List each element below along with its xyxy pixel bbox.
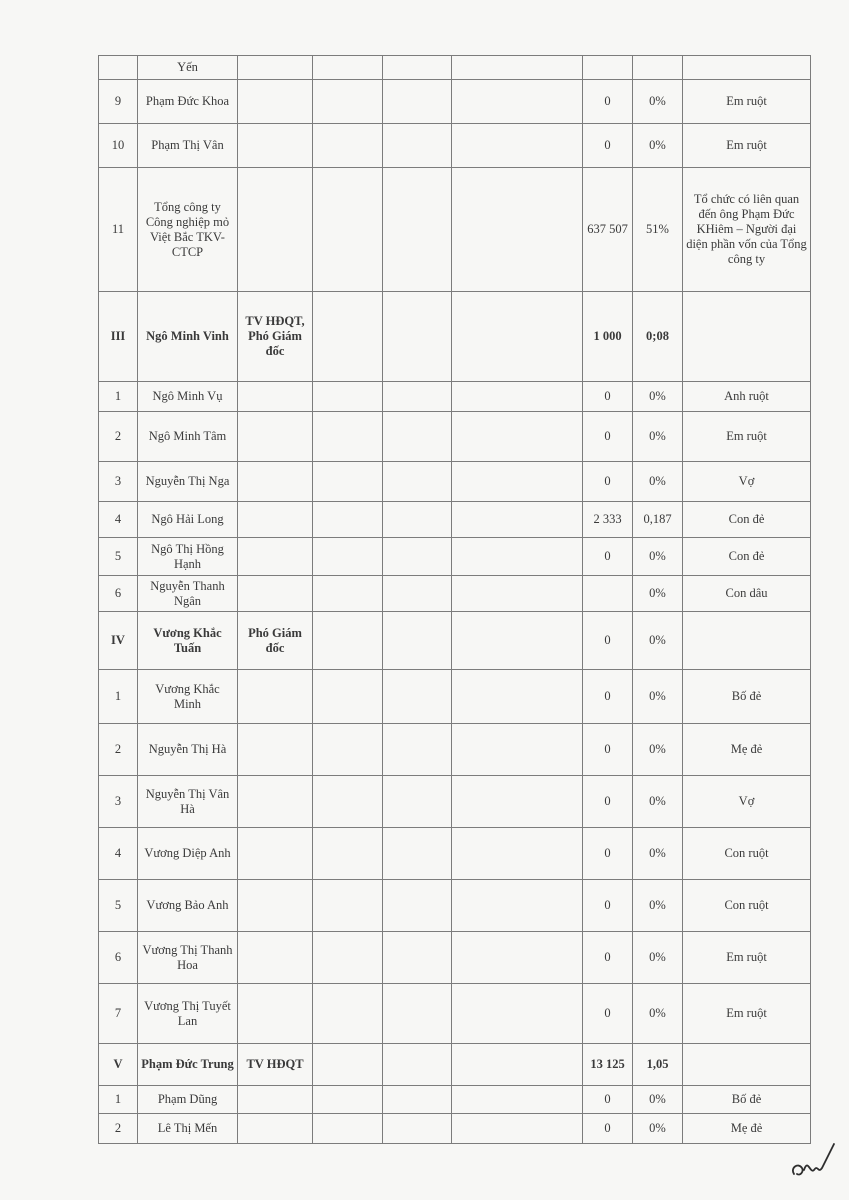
position-cell [238,168,313,292]
shares-cell: 0 [583,612,633,670]
position-cell: Phó Giám đốc [238,612,313,670]
relation-cell: Con đẻ [683,538,811,576]
table-row [99,462,811,502]
percent-cell: 0% [633,880,683,932]
shares-cell: 2 333 [583,502,633,538]
shares-cell: 0 [583,880,633,932]
position-cell [238,1086,313,1114]
row-number: 9 [99,80,138,124]
table-row [99,56,811,80]
person-name: Tổng công ty Công nghiệp mỏ Việt Bắc TKV-CTCP [138,168,238,292]
relation-cell: Tổ chức có liên quan đến ông Phạm Đức KHiêm – Người đại diện phần vốn của Tổng công ty [683,168,811,292]
row-number: 6 [99,932,138,984]
relation-cell [683,612,811,670]
person-name: Phạm Đức Trung [138,1044,238,1086]
relation-cell: Vợ [683,776,811,828]
person-name: Nguyễn Thị Hà [138,724,238,776]
shares-cell: 637 507 [583,168,633,292]
relation-cell: Em ruột [683,412,811,462]
position-cell [238,670,313,724]
table-row [99,538,811,576]
row-number: 5 [99,538,138,576]
relation-cell [683,56,811,80]
person-name: Phạm Dũng [138,1086,238,1114]
row-number: 5 [99,880,138,932]
row-number: 2 [99,724,138,776]
table-row [99,124,811,168]
position-cell [238,538,313,576]
person-name: Ngô Minh Vinh [138,292,238,382]
shares-cell: 0 [583,80,633,124]
position-cell: TV HĐQT [238,1044,313,1086]
table-row [99,1086,811,1114]
person-name: Nguyễn Thị Vân Hà [138,776,238,828]
position-cell [238,724,313,776]
shares-cell [583,56,633,80]
percent-cell: 1,05 [633,1044,683,1086]
person-name: Vương Thị Thanh Hoa [138,932,238,984]
table-row [99,776,811,828]
row-number: 2 [99,412,138,462]
relation-cell: Anh ruột [683,382,811,412]
shares-cell: 0 [583,124,633,168]
table-row [99,984,811,1044]
relation-cell: Con ruột [683,828,811,880]
percent-cell: 0% [633,670,683,724]
position-cell [238,828,313,880]
shares-cell: 0 [583,670,633,724]
person-name: Vương Khắc Minh [138,670,238,724]
table-row [99,502,811,538]
relation-cell: Con dâu [683,576,811,612]
percent-cell: 0% [633,412,683,462]
row-number [99,56,138,80]
relation-cell: Con ruột [683,880,811,932]
person-name: Vương Khắc Tuấn [138,612,238,670]
row-number: V [99,1044,138,1086]
position-cell [238,382,313,412]
percent-cell: 51% [633,168,683,292]
table-row [99,292,811,382]
table-row [99,412,811,462]
relation-cell: Bố đẻ [683,670,811,724]
row-number: 1 [99,382,138,412]
percent-cell: 0% [633,776,683,828]
row-number: III [99,292,138,382]
position-cell [238,502,313,538]
relation-cell: Vợ [683,462,811,502]
percent-cell: 0% [633,382,683,412]
percent-cell: 0% [633,462,683,502]
person-name: Phạm Đức Khoa [138,80,238,124]
position-cell [238,880,313,932]
table-row [99,724,811,776]
row-number: 11 [99,168,138,292]
row-number: 4 [99,502,138,538]
table-row [99,382,811,412]
person-name: Phạm Thị Vân [138,124,238,168]
relation-cell [683,1044,811,1086]
position-cell [238,1114,313,1144]
percent-cell: 0;08 [633,292,683,382]
shares-cell: 0 [583,538,633,576]
shares-cell: 0 [583,1086,633,1114]
signature-mark [788,1140,838,1185]
table-row [99,670,811,724]
row-number: 1 [99,670,138,724]
position-cell [238,412,313,462]
percent-cell: 0% [633,984,683,1044]
relation-cell: Em ruột [683,124,811,168]
table-row [99,168,811,292]
row-number: 3 [99,462,138,502]
percent-cell: 0% [633,1086,683,1114]
shares-cell: 0 [583,932,633,984]
person-name: Vương Thị Tuyết Lan [138,984,238,1044]
table-row [99,1114,811,1144]
percent-cell: 0% [633,124,683,168]
row-number: 3 [99,776,138,828]
person-name: Ngô Thị Hồng Hạnh [138,538,238,576]
person-name: Ngô Hải Long [138,502,238,538]
table-row [99,612,811,670]
relation-cell: Em ruột [683,932,811,984]
row-number: 7 [99,984,138,1044]
table-row [99,828,811,880]
position-cell [238,984,313,1044]
percent-cell: 0% [633,724,683,776]
percent-cell: 0,187 [633,502,683,538]
shares-cell: 0 [583,724,633,776]
position-cell [238,80,313,124]
shares-cell [583,576,633,612]
person-name: Vương Diệp Anh [138,828,238,880]
position-cell [238,56,313,80]
position-cell [238,932,313,984]
row-number: 4 [99,828,138,880]
position-cell [238,462,313,502]
relation-cell: Mẹ đẻ [683,724,811,776]
related-persons-table [98,55,811,1144]
percent-cell [633,56,683,80]
percent-cell: 0% [633,80,683,124]
person-name: Ngô Minh Vụ [138,382,238,412]
shares-cell: 0 [583,382,633,412]
person-name: Lê Thị Mến [138,1114,238,1144]
row-number: 1 [99,1086,138,1114]
relation-cell: Mẹ đẻ [683,1114,811,1144]
row-number: 6 [99,576,138,612]
table-row [99,80,811,124]
relation-cell: Bố đẻ [683,1086,811,1114]
row-number: 10 [99,124,138,168]
position-cell: TV HĐQT, Phó Giám đốc [238,292,313,382]
position-cell [238,124,313,168]
position-cell [238,776,313,828]
relation-cell: Con đẻ [683,502,811,538]
table-row [99,1044,811,1086]
percent-cell: 0% [633,932,683,984]
person-name: Nguyễn Thanh Ngân [138,576,238,612]
percent-cell: 0% [633,828,683,880]
person-name: Ngô Minh Tâm [138,412,238,462]
relation-cell: Em ruột [683,984,811,1044]
row-number: IV [99,612,138,670]
shares-cell: 0 [583,984,633,1044]
relation-cell: Em ruột [683,80,811,124]
percent-cell: 0% [633,612,683,670]
percent-cell: 0% [633,576,683,612]
shares-cell: 0 [583,1114,633,1144]
shares-cell: 1 000 [583,292,633,382]
relation-cell [683,292,811,382]
shares-cell: 0 [583,776,633,828]
table-row [99,932,811,984]
shares-cell: 13 125 [583,1044,633,1086]
shares-cell: 0 [583,828,633,880]
person-name: Yến [138,56,238,80]
table-row [99,880,811,932]
row-number: 2 [99,1114,138,1144]
person-name: Vương Bảo Anh [138,880,238,932]
person-name: Nguyễn Thị Nga [138,462,238,502]
shares-cell: 0 [583,462,633,502]
shares-cell: 0 [583,412,633,462]
percent-cell: 0% [633,538,683,576]
percent-cell: 0% [633,1114,683,1144]
table-row [99,576,811,612]
position-cell [238,576,313,612]
